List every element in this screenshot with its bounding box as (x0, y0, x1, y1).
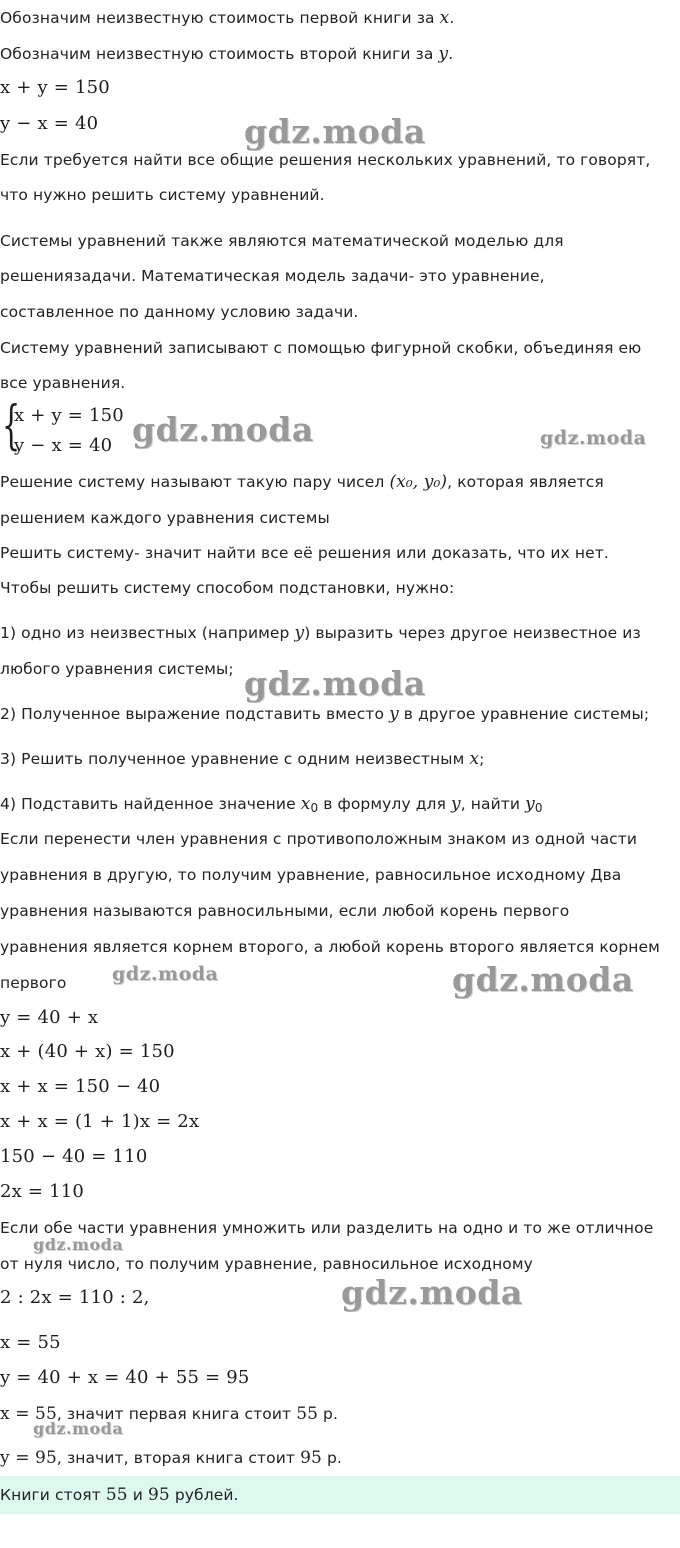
equation: x = 55 (0, 1332, 61, 1353)
text-line: x = 55, значит первая книга стоит 55 р. (0, 1404, 339, 1424)
system-equation: y − x = 40 (14, 435, 113, 456)
text-line: от нуля число, то получим уравнение, равносильное исходному (0, 1255, 533, 1273)
text-line: 4) Подставить найденное значение $x_0$ в формулу для y, найти $y_0$ (0, 794, 543, 815)
equation: y = 40 + x (0, 1007, 99, 1028)
equation: x + (40 + x) = 150 (0, 1041, 175, 1062)
system-equation: x + y = 150 (14, 405, 124, 426)
text-line: решением каждого уравнения системы (0, 509, 330, 527)
text-line: 2) Полученное выражение подставить вместо y в другое уравнение системы; (0, 704, 650, 724)
text-line: уравнения называются равносильными, если любой корень первого (0, 902, 570, 920)
equation: 150 − 40 = 110 (0, 1146, 148, 1167)
watermark: gdz.moda (132, 410, 314, 449)
watermark: gdz.moda (244, 664, 426, 703)
text-line: все уравнения. (0, 374, 126, 392)
equation: y = 40 + x = 40 + 55 = 95 (0, 1367, 250, 1388)
text-line: Решить систему- значит найти все её решения или доказать, что их нет. (0, 544, 609, 562)
text-line: 1) одно из неизвестных (например y) выразить через другое неизвестное из (0, 623, 641, 643)
equation: x + y = 150 (0, 77, 110, 98)
text-line: уравнения в другую, то получим уравнение, равносильное исходному Два (0, 866, 622, 884)
text-line: любого уравнения системы; (0, 660, 234, 678)
text-line: Системы уравнений также являются математической моделью для (0, 232, 564, 250)
equation: x + x = 150 − 40 (0, 1076, 161, 1097)
equation: x + x = (1 + 1)x = 2x (0, 1111, 200, 1132)
system-brace: { (2, 396, 21, 456)
text-line: Решение систему называют такую пару чисел (x₀, y₀), которая является (0, 472, 604, 492)
text-line: Если перенести член уравнения с противоположным знаком из одной части (0, 830, 638, 848)
text-line: первого (0, 974, 67, 992)
text-line: решениязадачи. Математическая модель задачи- это уравнение, (0, 267, 545, 285)
text-line: Чтобы решить систему способом подстановки, нужно: (0, 579, 455, 597)
watermark: gdz.moda (244, 112, 426, 151)
text-line: составленное по данному условию задачи. (0, 303, 359, 321)
text-line: что нужно решить систему уравнений. (0, 186, 325, 204)
text-line: Обозначим неизвестную стоимость первой книги за x. (0, 8, 455, 28)
text-line: Если обе части уравнения умножить или разделить на одно и то же отличное (0, 1219, 654, 1237)
watermark: gdz.moda (112, 963, 219, 985)
text-line: Систему уравнений записывают с помощью фигурной скобки, объединяя ею (0, 339, 642, 357)
watermark: gdz.moda (452, 960, 634, 999)
text-line: y = 95, значит, вторая книга стоит 95 р. (0, 1448, 342, 1468)
watermark: gdz.moda (33, 1419, 124, 1438)
watermark: gdz.moda (33, 1235, 124, 1254)
watermark: gdz.moda (540, 427, 647, 449)
equation: 2 : 2x = 110 : 2, (0, 1287, 150, 1308)
equation: y − x = 40 (0, 113, 99, 134)
equation: 2x = 110 (0, 1181, 85, 1202)
watermark: gdz.moda (341, 1273, 523, 1312)
text-line: уравнения является корнем второго, а любой корень второго является корнем (0, 938, 660, 956)
answer-text: Книги стоят 55 и 95 рублей. (0, 1485, 239, 1505)
text-line: Обозначим неизвестную стоимость второй книги за y. (0, 44, 454, 64)
text-line: Если требуется найти все общие решения нескольких уравнений, то говорят, (0, 151, 651, 169)
text-line: 3) Решить полученное уравнение с одним неизвестным x; (0, 749, 485, 769)
